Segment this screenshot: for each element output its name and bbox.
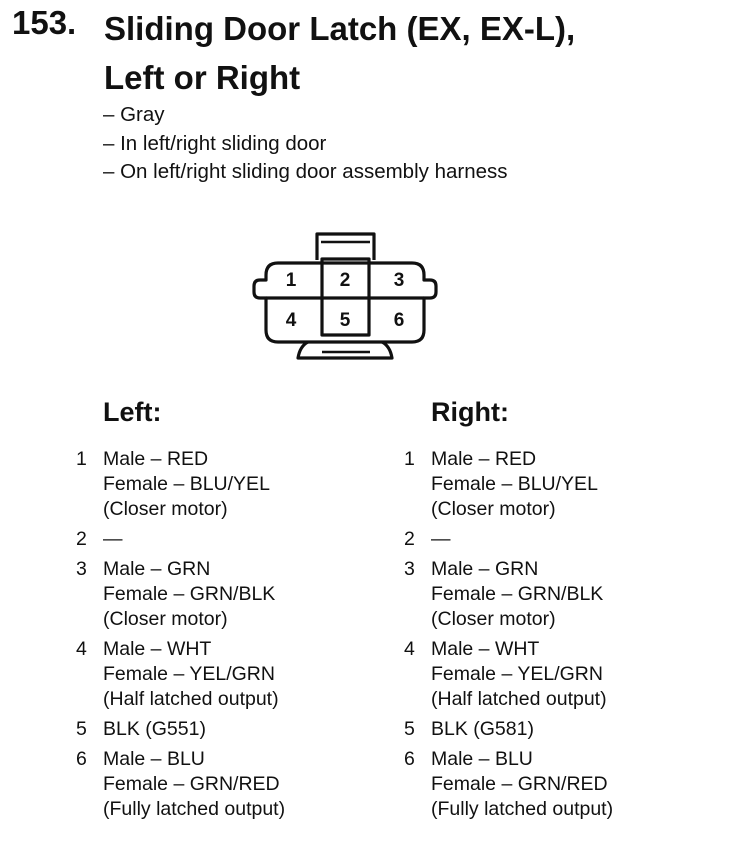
pin-line: Male – RED (103, 448, 209, 470)
pin-number: 6 (76, 748, 87, 770)
right-pinout (404, 397, 724, 827)
left-pinout (76, 397, 396, 827)
pin-line: (Half latched output) (431, 688, 607, 710)
bullet-location: – In left/right sliding door (103, 131, 327, 155)
pin-line: (Fully latched output) (431, 798, 614, 820)
pin-line: (Closer motor) (431, 498, 556, 520)
page-title (104, 4, 575, 102)
pin-number: 3 (404, 558, 415, 580)
pin-line: Male – BLU (431, 748, 533, 770)
pin-line: Male – GRN (431, 558, 539, 580)
left-pin-1 (76, 447, 396, 522)
pin-number: 1 (404, 448, 415, 470)
left-pin-4 (76, 637, 396, 712)
left-pin-5 (76, 717, 396, 742)
pin-number: 4 (404, 638, 415, 660)
pin-line: (Closer motor) (103, 498, 228, 520)
pin-line: Female – BLU/YEL (431, 473, 598, 495)
pin-line: Male – RED (431, 448, 537, 470)
right-pin-2 (404, 527, 724, 552)
pin-line: Female – BLU/YEL (103, 473, 270, 495)
pin-line: (Closer motor) (431, 608, 556, 630)
pin-line: Male – WHT (103, 638, 212, 660)
pin-line: (Closer motor) (103, 608, 228, 630)
pin-number: 3 (76, 558, 87, 580)
right-pin-5 (404, 717, 724, 742)
pin-number: 2 (76, 528, 87, 550)
pin-line: (Half latched output) (103, 688, 279, 710)
pin-line: BLK (G551) (103, 718, 206, 740)
pin-number: 6 (404, 748, 415, 770)
pin-number: 2 (404, 528, 415, 550)
connector-pin-2: 2 (339, 270, 351, 291)
left-heading: Left: (103, 397, 162, 427)
pin-line: BLK (G581) (431, 718, 534, 740)
title-line-1: Sliding Door Latch (EX, EX-L), (104, 10, 576, 47)
connector-pin-4: 4 (285, 310, 297, 331)
pin-number: 5 (404, 718, 415, 740)
left-pin-2 (76, 527, 396, 552)
right-pin-3 (404, 557, 724, 632)
pin-line: Female – GRN/BLK (103, 583, 276, 605)
pin-number: 1 (76, 448, 87, 470)
title-line-2: Left or Right (104, 59, 301, 96)
bullet-color: – Gray (103, 103, 165, 126)
pin-line: Male – GRN (103, 558, 211, 580)
pin-line: Male – WHT (431, 638, 540, 660)
pin-line: — (431, 528, 451, 550)
connector-info-list (103, 101, 508, 187)
pin-line: Female – GRN/RED (431, 773, 608, 795)
right-pin-1 (404, 447, 724, 522)
pin-number: 4 (76, 638, 87, 660)
section-number: 153. (12, 4, 77, 41)
pin-line: Female – YEL/GRN (103, 663, 275, 685)
connector-pin-5: 5 (339, 310, 351, 331)
right-heading: Right: (431, 397, 509, 427)
pin-line: (Fully latched output) (103, 798, 286, 820)
right-pin-4 (404, 637, 724, 712)
left-pin-3 (76, 557, 396, 632)
pin-line: Female – GRN/RED (103, 773, 280, 795)
left-pin-6 (76, 747, 396, 822)
right-pin-6 (404, 747, 724, 822)
connector-pin-6: 6 (393, 310, 405, 331)
pin-line: Female – GRN/BLK (431, 583, 604, 605)
pin-number: 5 (76, 718, 87, 740)
pin-line: — (103, 528, 123, 550)
connector-pin-1: 1 (285, 270, 297, 291)
connector-diagram (250, 228, 440, 368)
connector-pin-3: 3 (393, 270, 405, 291)
pin-line: Female – YEL/GRN (431, 663, 603, 685)
pin-line: Male – BLU (103, 748, 205, 770)
bullet-harness: – On left/right sliding door assembly harness (103, 160, 508, 183)
